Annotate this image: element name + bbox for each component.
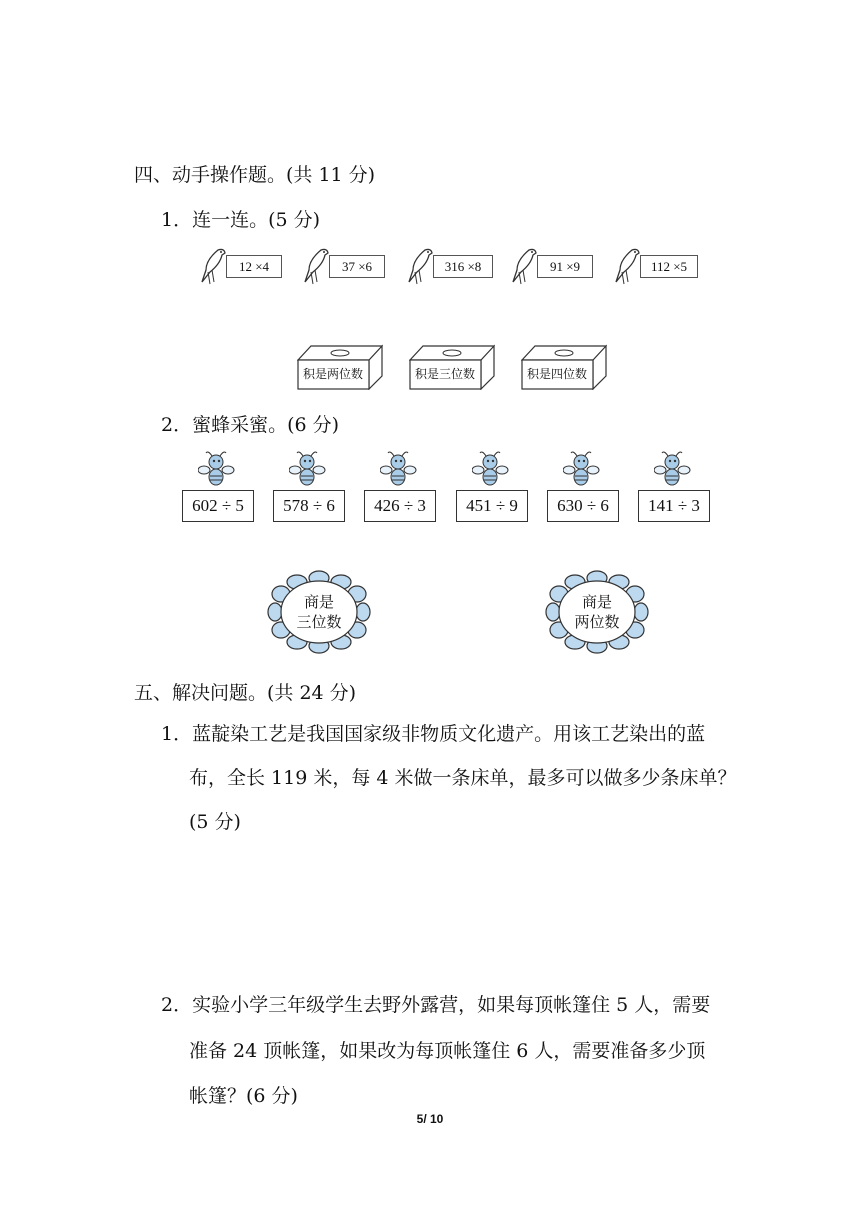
box-target-1[interactable]	[297, 342, 383, 390]
bird-icon	[507, 246, 539, 286]
question-5-1-line1: 1．蓝靛染工艺是我国国家级非物质文化遗产。用该工艺染出的蓝	[161, 723, 706, 745]
bee-icon	[289, 450, 329, 490]
bee-card-4[interactable]	[456, 450, 528, 525]
bird-icon	[610, 246, 642, 286]
bird-expression: 316 ×8	[433, 255, 493, 278]
box-label: 积是两位数	[302, 367, 363, 381]
bird-icon	[196, 246, 228, 286]
division-expression: 630 ÷ 6	[547, 490, 619, 522]
bee-icon	[563, 450, 603, 490]
page-number: 5/ 10	[416, 1112, 444, 1126]
flower-label-line1: 商是	[303, 593, 334, 611]
bee-icon	[380, 450, 420, 490]
flower-label-line1: 商是	[581, 593, 612, 611]
bee-card-3[interactable]	[364, 450, 436, 525]
division-expression: 141 ÷ 3	[638, 490, 710, 522]
division-expression: 578 ÷ 6	[273, 490, 345, 522]
bird-icon	[299, 246, 331, 286]
division-expression: 426 ÷ 3	[364, 490, 436, 522]
bird-expression: 112 ×5	[640, 255, 698, 278]
section-4-title: 四、动手操作题。(共 11 分)	[134, 164, 376, 186]
box-label: 积是三位数	[414, 367, 475, 381]
bee-card-6[interactable]	[638, 450, 710, 525]
question-5-1-line3: (5 分)	[189, 811, 241, 833]
bee-card-1[interactable]	[182, 450, 254, 525]
flower-target-1[interactable]	[267, 570, 371, 654]
flower-target-2[interactable]	[545, 570, 649, 654]
flower-label-line2: 三位数	[296, 613, 342, 631]
box-label: 积是四位数	[526, 367, 587, 381]
division-expression: 451 ÷ 9	[456, 490, 528, 522]
bee-icon	[198, 450, 238, 490]
question-4-2-title: 2．蜜蜂采蜜。(6 分)	[161, 414, 340, 436]
bird-icon	[403, 246, 435, 286]
flower-label-line2: 两位数	[574, 613, 620, 631]
bird-expression: 91 ×9	[537, 255, 593, 278]
question-5-2-line3: 帐篷？(6 分)	[189, 1085, 298, 1107]
bird-expression: 37 ×6	[329, 255, 385, 278]
section-5-title: 五、解决问题。(共 24 分)	[134, 682, 357, 704]
bee-card-5[interactable]	[547, 450, 619, 525]
question-5-2-line2: 准备 24 顶帐篷，如果改为每顶帐篷住 6 人，需要准备多少顶	[189, 1040, 706, 1062]
bee-icon	[654, 450, 694, 490]
box-target-2[interactable]	[409, 342, 495, 390]
question-5-2-line1: 2．实验小学三年级学生去野外露营，如果每顶帐篷住 5 人，需要	[161, 994, 711, 1016]
question-4-1-title: 1．连一连。(5 分)	[161, 209, 321, 231]
bird-expression: 12 ×4	[226, 255, 282, 278]
question-5-1-line2: 布，全长 119 米，每 4 米做一条床单，最多可以做多少条床单？	[189, 767, 737, 789]
bee-icon	[472, 450, 512, 490]
division-expression: 602 ÷ 5	[182, 490, 254, 522]
box-target-3[interactable]	[521, 342, 607, 390]
bee-card-2[interactable]	[273, 450, 345, 525]
